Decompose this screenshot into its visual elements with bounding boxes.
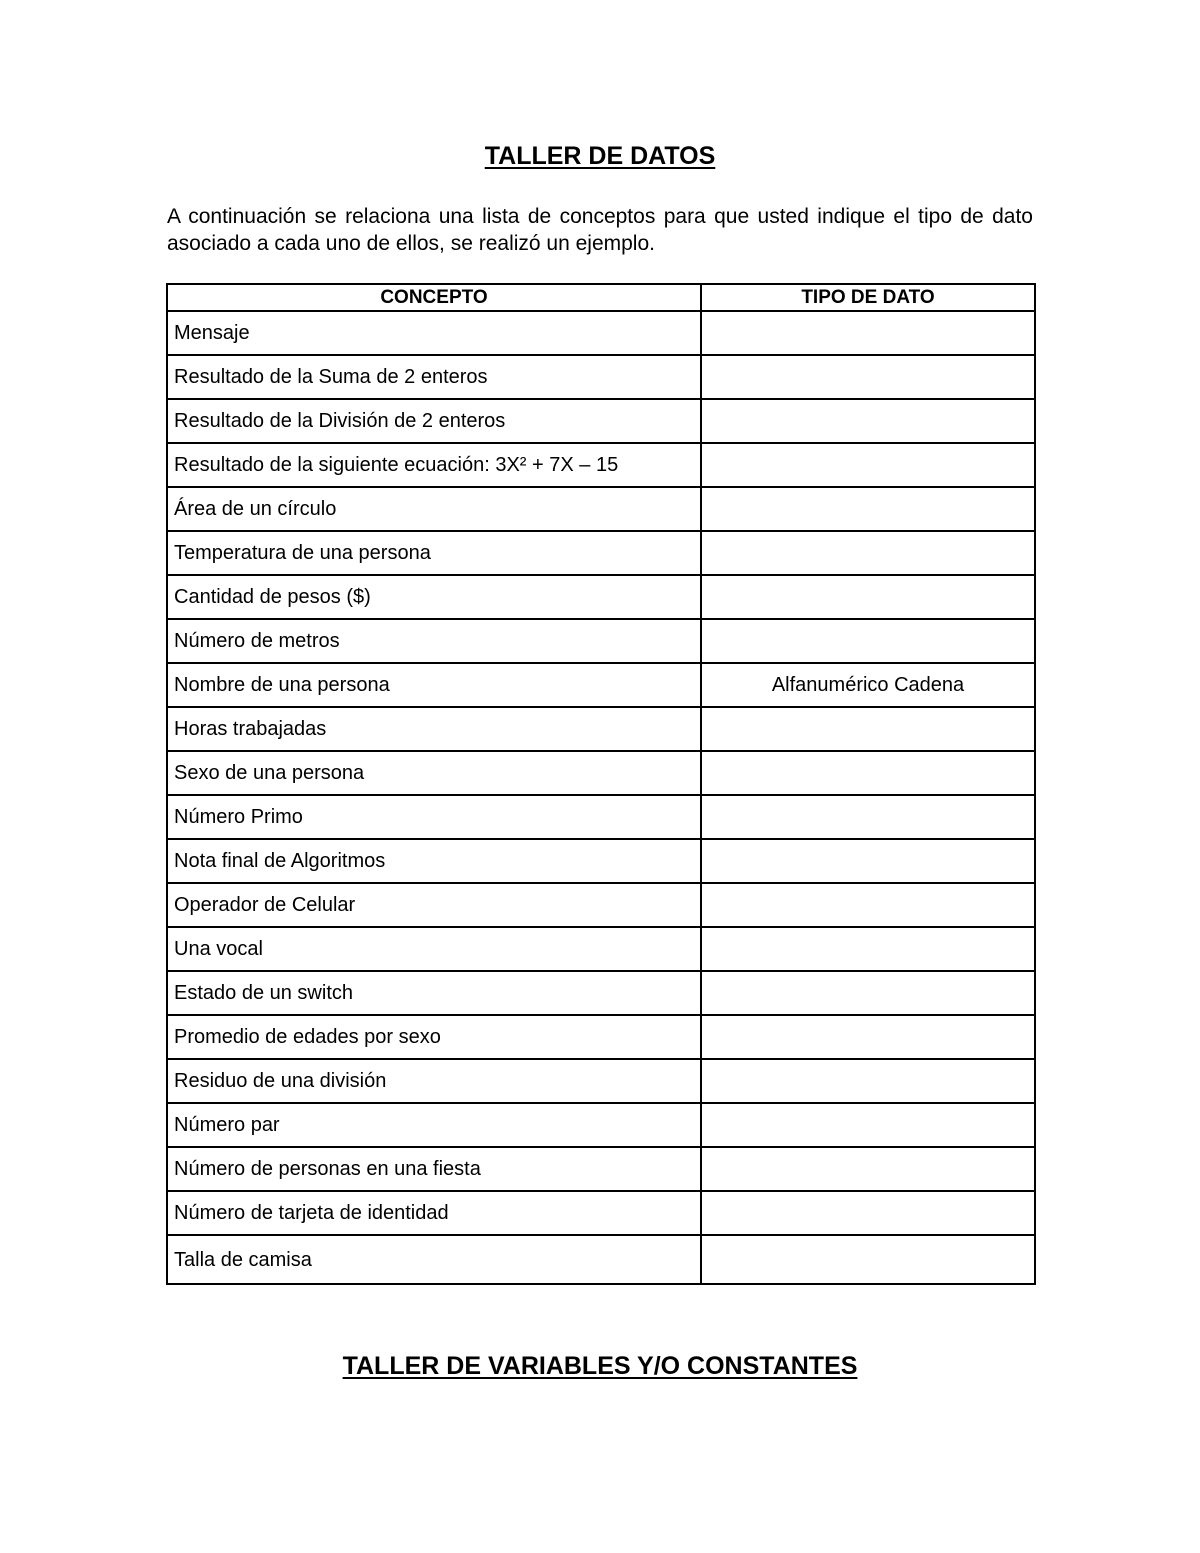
table-row bbox=[167, 751, 1035, 795]
table-row bbox=[167, 795, 1035, 839]
table-row bbox=[167, 1191, 1035, 1235]
concept-cell: Una vocal bbox=[167, 927, 701, 971]
concept-cell: Área de un círculo bbox=[167, 487, 701, 531]
concept-cell: Estado de un switch bbox=[167, 971, 701, 1015]
concept-cell: Operador de Celular bbox=[167, 883, 701, 927]
concept-cell: Número par bbox=[167, 1103, 701, 1147]
type-cell[interactable] bbox=[701, 795, 1035, 839]
table-row bbox=[167, 619, 1035, 663]
type-cell[interactable] bbox=[701, 311, 1035, 355]
concept-cell: Talla de camisa bbox=[167, 1235, 701, 1284]
table-row bbox=[167, 487, 1035, 531]
table-row bbox=[167, 311, 1035, 355]
type-cell[interactable] bbox=[701, 443, 1035, 487]
concept-cell: Resultado de la División de 2 enteros bbox=[167, 399, 701, 443]
concept-cell: Horas trabajadas bbox=[167, 707, 701, 751]
concept-cell: Residuo de una división bbox=[167, 1059, 701, 1103]
table-row bbox=[167, 1235, 1035, 1284]
concept-cell: Temperatura de una persona bbox=[167, 531, 701, 575]
type-cell[interactable] bbox=[701, 399, 1035, 443]
type-cell[interactable] bbox=[701, 1191, 1035, 1235]
type-cell[interactable] bbox=[701, 1235, 1035, 1284]
concept-cell: Mensaje bbox=[167, 311, 701, 355]
table-row bbox=[167, 707, 1035, 751]
concept-cell: Sexo de una persona bbox=[167, 751, 701, 795]
concept-cell: Resultado de la Suma de 2 enteros bbox=[167, 355, 701, 399]
table-row bbox=[167, 575, 1035, 619]
type-cell[interactable] bbox=[701, 531, 1035, 575]
concept-cell: Número Primo bbox=[167, 795, 701, 839]
concept-cell: Número de metros bbox=[167, 619, 701, 663]
table-row bbox=[167, 1147, 1035, 1191]
type-cell[interactable] bbox=[701, 487, 1035, 531]
type-cell[interactable] bbox=[701, 1103, 1035, 1147]
data-types-table bbox=[166, 283, 1036, 1285]
type-cell-example[interactable]: Alfanumérico Cadena bbox=[701, 663, 1035, 707]
concept-cell: Cantidad de pesos ($) bbox=[167, 575, 701, 619]
concept-cell: Resultado de la siguiente ecuación: 3X² + 7X – 15 bbox=[167, 443, 701, 487]
table-row bbox=[167, 883, 1035, 927]
type-cell[interactable] bbox=[701, 927, 1035, 971]
table-row bbox=[167, 1015, 1035, 1059]
table-row bbox=[167, 399, 1035, 443]
type-cell[interactable] bbox=[701, 1059, 1035, 1103]
table-row bbox=[167, 1103, 1035, 1147]
type-cell[interactable] bbox=[701, 355, 1035, 399]
table-row bbox=[167, 839, 1035, 883]
concept-cell: Número de personas en una fiesta bbox=[167, 1147, 701, 1191]
page-title: TALLER DE DATOS bbox=[484, 142, 716, 170]
type-cell[interactable] bbox=[701, 839, 1035, 883]
type-cell[interactable] bbox=[701, 883, 1035, 927]
concept-cell: Nombre de una persona bbox=[167, 663, 701, 707]
concept-cell: Número de tarjeta de identidad bbox=[167, 1191, 701, 1235]
table-row bbox=[167, 1059, 1035, 1103]
type-cell[interactable] bbox=[701, 1015, 1035, 1059]
column-header-type: TIPO DE DATO bbox=[701, 284, 1035, 311]
concept-cell: Nota final de Algoritmos bbox=[167, 839, 701, 883]
table-header-row bbox=[167, 284, 1035, 311]
table-row bbox=[167, 355, 1035, 399]
table-row bbox=[167, 443, 1035, 487]
concept-cell: Promedio de edades por sexo bbox=[167, 1015, 701, 1059]
table-row bbox=[167, 663, 1035, 707]
type-cell[interactable] bbox=[701, 707, 1035, 751]
type-cell[interactable] bbox=[701, 751, 1035, 795]
section-title: TALLER DE VARIABLES Y/O CONSTANTES bbox=[342, 1352, 858, 1380]
type-cell[interactable] bbox=[701, 575, 1035, 619]
table-row bbox=[167, 927, 1035, 971]
table-row bbox=[167, 971, 1035, 1015]
table-row bbox=[167, 531, 1035, 575]
type-cell[interactable] bbox=[701, 619, 1035, 663]
type-cell[interactable] bbox=[701, 1147, 1035, 1191]
intro-paragraph: A continuación se relaciona una lista de conceptos para que usted indique el tipo de dato asociado a cada uno de ellos, se realizó un ejemplo. bbox=[167, 205, 1033, 255]
type-cell[interactable] bbox=[701, 971, 1035, 1015]
column-header-concept: CONCEPTO bbox=[167, 284, 701, 311]
